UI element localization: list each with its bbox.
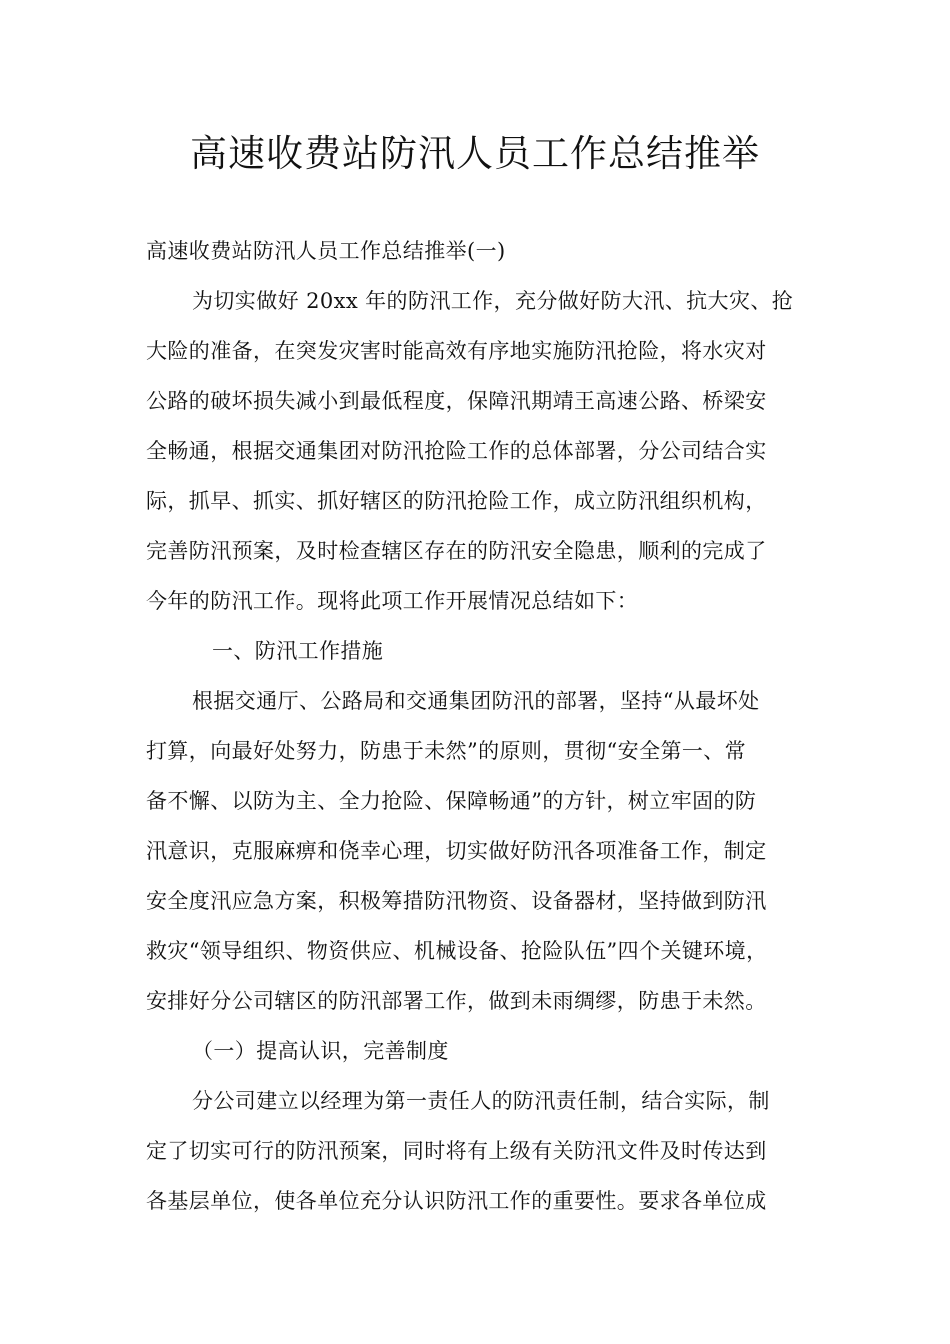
paragraph-line: 大险的准备，在突发灾害时能高效有序地实施防汛抢险，将水灾对: [146, 339, 767, 363]
paragraph-line: 今年的防汛工作。现将此项工作开展情况总结如下：: [146, 589, 639, 613]
paragraph-line: 备不懈、以防为主、全力抢险、保障畅通”的方针，树立牢固的防: [146, 789, 757, 813]
paragraph-line: 分公司建立以经理为第一责任人的防汛责任制，结合实际，制: [192, 1089, 770, 1113]
paragraph-line: 汛意识，克服麻痹和侥幸心理，切实做好防汛各项准备工作，制定: [146, 839, 767, 863]
paragraph-line: 根据交通厅、公路局和交通集团防汛的部署，坚持“从最坏处: [192, 689, 760, 713]
paragraph-line: 全畅通，根据交通集团对防汛抢险工作的总体部署，分公司结合实: [146, 439, 767, 463]
paragraph-line: 际，抓早、抓实、抓好辖区的防汛抢险工作，成立防汛组织机构，: [146, 489, 767, 513]
document-title: 高速收费站防汛人员工作总结推举: [190, 132, 760, 175]
paragraph-line: 安排好分公司辖区的防汛部署工作，做到未雨绸缪，防患于未然。: [146, 989, 767, 1013]
paragraph-line: 公路的破坏损失减小到最低程度，保障汛期靖王高速公路、桥梁安: [146, 389, 767, 413]
paragraph-line: 救灾“领导组织、物资供应、机械设备、抢险队伍”四个关键环境，: [146, 939, 768, 963]
paragraph-line: 定了切实可行的防汛预案，同时将有上级有关防汛文件及时传达到: [146, 1139, 767, 1163]
section-subtitle: 高速收费站防汛人员工作总结推举(一): [146, 239, 506, 263]
paragraph-line: 各基层单位，使各单位充分认识防汛工作的重要性。要求各单位成: [146, 1189, 767, 1213]
paragraph-line: 打算，向最好处努力，防患于未然”的原则，贯彻“安全第一、常: [146, 739, 747, 763]
paragraph-line: 为切实做好 20xx 年的防汛工作，充分做好防大汛、抗大灾、抢: [192, 289, 794, 313]
section-heading: 一、防汛工作措施: [212, 639, 384, 663]
paragraph-line: 完善防汛预案，及时检查辖区存在的防汛安全隐患，顺利的完成了: [146, 539, 767, 563]
subsection-heading: （一）提高认识，完善制度: [192, 1039, 449, 1063]
paragraph-line: 安全度汛应急方案，积极筹措防汛物资、设备器材，坚持做到防汛: [146, 889, 767, 913]
